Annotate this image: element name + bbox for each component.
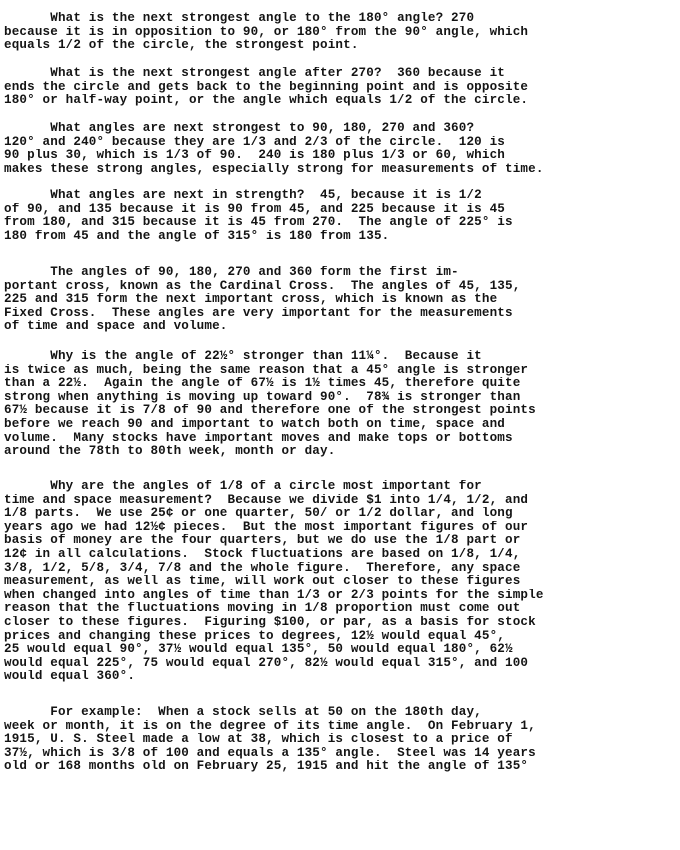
text-line: equals 1/2 of the circle, the strongest point. [4,39,359,53]
text-line: years ago we had 12½¢ pieces. But the most important figures of our [4,520,529,534]
paragraph-angles-45-315 [4,189,676,243]
text-line: basis of money are the four quarters, but we do use the 1/8 part or [4,534,521,548]
text-line: of 90, and 135 because it is 90 from 45, and 225 because it is 45 [4,202,505,216]
text-line: 120° and 240° because they are 1/3 and 2/3 of the circle. 120 is [4,135,505,149]
text-line: 225 and 315 form the next important cross, which is known as the [4,293,498,307]
text-line: 67½ because it is 7/8 of 90 and therefore one of the strongest points [4,404,536,418]
text-line: old or 168 months old on February 25, 1915 and hit the angle of 135° [4,760,529,774]
paragraph-angle-360 [4,67,676,108]
text-line: 1/8 parts. We use 25¢ or one quarter, 50/ or 1/2 dollar, and long [4,507,513,521]
text-line: of time and space and volume. [4,320,228,334]
text-line: What angles are next strongest to 90, 180, 270 and 360? [4,122,475,135]
paragraph-cardinal-fixed-cross [4,266,676,334]
paragraph-example-us-steel [4,706,676,774]
text-line: than a 22½. Again the angle of 67½ is 1½ times 45, therefore quite [4,377,521,391]
text-line: makes these strong angles, especially strong for measurements of time. [4,162,544,176]
text-line: before we reach 90 and important to watch both on time, space and [4,417,505,431]
text-line: because it is in opposition to 90, or 180° from the 90° angle, which [4,25,529,39]
text-line: 25 would equal 90°, 37½ would equal 135°, 50 would equal 180°, 62½ [4,643,513,657]
text-line: What is the next strongest angle to the 180° angle? 270 [4,12,475,25]
text-line: 180° or half-way point, or the angle which equals 1/2 of the circle. [4,94,529,108]
text-line: Why are the angles of 1/8 of a circle most important for [4,480,482,493]
text-line: 1915, U. S. Steel made a low at 38, which is closest to a price of [4,733,513,747]
text-line: The angles of 90, 180, 270 and 360 form the first im- [4,266,459,279]
text-line: prices and changing these prices to degrees, 12½ would equal 45°, [4,629,505,643]
paragraph-angle-22-half [4,350,676,459]
text-line: week or month, it is on the degree of its time angle. On February 1, [4,719,536,733]
text-line: time and space measurement? Because we divide $1 into 1/4, 1/2, and [4,493,529,507]
paragraph-eighths-of-circle [4,480,676,684]
text-line: would equal 360°. [4,670,136,684]
text-line: What angles are next in strength? 45, because it is 1/2 [4,189,482,202]
text-line: 90 plus 30, which is 1/3 of 90. 240 is 180 plus 1/3 or 60, which [4,149,505,163]
paragraph-angles-120-240 [4,122,676,176]
text-line: measurement, as well as time, will work out closer to these figures [4,575,521,589]
text-line: What is the next strongest angle after 270? 360 because it [4,67,505,80]
text-line: from 180, and 315 because it is 45 from 270. The angle of 225° is [4,216,513,230]
text-line: Why is the angle of 22½° stronger than 11¼°. Because it [4,350,482,363]
text-line: around the 78th to 80th week, month or day. [4,445,336,459]
text-line: portant cross, known as the Cardinal Cross. The angles of 45, 135, [4,279,521,293]
text-line: ends the circle and gets back to the beginning point and is opposite [4,80,529,94]
text-line: closer to these figures. Figuring $100, or par, as a basis for stock [4,615,536,629]
text-line: For example: When a stock sells at 50 on the 180th day, [4,706,482,719]
paragraph-angle-270 [4,12,676,53]
text-line: would equal 225°, 75 would equal 270°, 82½ would equal 315°, and 100 [4,656,529,670]
text-line: 37½, which is 3/8 of 100 and equals a 135° angle. Steel was 14 years [4,746,536,760]
text-line: 180 from 45 and the angle of 315° is 180 from 135. [4,229,390,243]
text-line: volume. Many stocks have important moves and make tops or bottoms [4,431,513,445]
text-line: 12¢ in all calculations. Stock fluctuations are based on 1/8, 1/4, [4,547,521,561]
text-line: strong when anything is moving up toward 90°. 78¾ is stronger than [4,390,521,404]
text-line: when changed into angles of time than 1/3 or 2/3 points for the simple [4,588,544,602]
text-line: 3/8, 1/2, 5/8, 3/4, 7/8 and the whole figure. Therefore, any space [4,561,521,575]
text-line: Fixed Cross. These angles are very important for the measurements [4,306,513,320]
text-line: reason that the fluctuations moving in 1/8 proportion must come out [4,602,521,616]
text-line: is twice as much, being the same reason that a 45° angle is stronger [4,363,529,377]
